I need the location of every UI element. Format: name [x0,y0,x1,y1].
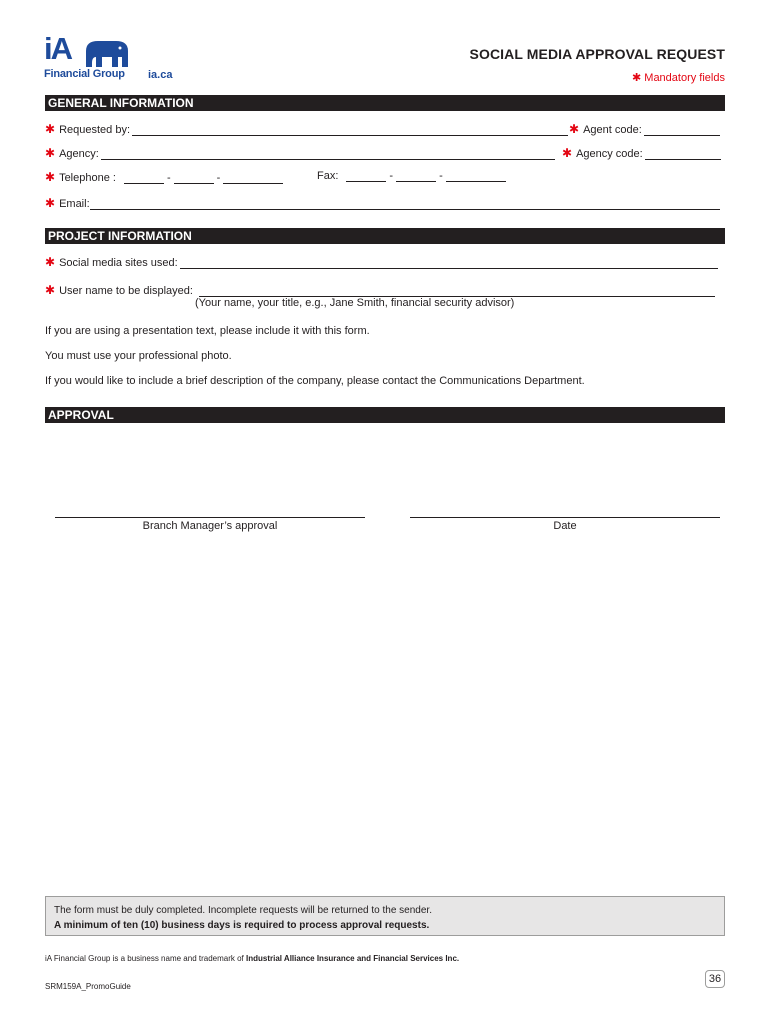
fax-prefix-line[interactable] [396,171,436,182]
social-sites-field[interactable] [45,255,718,269]
email-label: Email: [59,198,90,210]
instruction-note: If you are using a presentation text, please include it with this form. [45,325,370,337]
telephone-number-line[interactable] [223,173,283,184]
notice-line-bold: A minimum of ten (10) business days is required to process approval requests. [54,920,430,931]
agent-code-input-line[interactable] [644,125,720,136]
page-title: SOCIAL MEDIA APPROVAL REQUEST [469,46,725,62]
user-name-label: User name to be displayed: [59,285,193,297]
mandatory-note [632,71,725,84]
fax-field[interactable]: Fax: - - [317,170,506,182]
user-name-hint: (Your name, your title, e.g., Jane Smith, financial security advisor) [195,297,515,309]
agency-input-line[interactable] [101,149,555,160]
trademark-company: Industrial Alliance Insurance and Financial Services Inc. [246,954,460,963]
manager-signature-label: Branch Manager’s approval [142,520,278,532]
date-line[interactable] [410,517,720,518]
elephant-logo-icon [82,39,130,69]
required-star-icon: ✱ [45,170,56,184]
agency-code-field[interactable] [562,146,721,160]
social-sites-label: Social media sites used: [59,257,178,269]
user-name-input-line[interactable] [199,286,715,297]
notice-box [45,896,725,936]
telephone-area-code-line[interactable] [124,173,164,184]
telephone-prefix-line[interactable] [174,173,214,184]
logo-wordmark: iA [44,31,71,66]
trademark-text [45,954,459,963]
mandatory-label: Mandatory fields [644,72,725,84]
requested-by-input-line[interactable] [132,125,568,136]
required-star-icon: ✱ [45,283,56,297]
requested-by-field[interactable] [45,122,568,136]
agency-label: Agency: [59,148,99,160]
manager-signature-line[interactable] [55,517,365,518]
ia-logo [44,31,134,87]
instruction-note: You must use your professional photo. [45,350,232,362]
agent-code-field[interactable] [569,122,720,136]
required-star-icon: ✱ [562,146,573,160]
agency-code-label: Agency code: [576,148,643,160]
form-code: SRM159A_PromoGuide [45,982,131,991]
requested-by-label: Requested by: [59,124,130,136]
logo-subtext: Financial Group [44,68,125,80]
agent-code-label: Agent code: [583,124,642,136]
required-star-icon: ✱ [45,255,56,269]
email-input-line[interactable] [90,199,720,210]
page-number: 36 [705,970,725,988]
section-header-general: GENERAL INFORMATION [45,95,725,111]
required-star-icon: ✱ [569,122,580,136]
social-sites-input-line[interactable] [180,258,718,269]
required-star-icon: ✱ [632,72,642,84]
website-link[interactable]: ia.ca [148,69,173,81]
section-header-approval: APPROVAL [45,407,725,423]
fax-area-code-line[interactable] [346,171,386,182]
agency-field[interactable] [45,146,555,160]
notice-line: The form must be duly completed. Incomplete requests will be returned to the sender. [54,905,432,916]
email-field[interactable] [45,196,720,210]
required-star-icon: ✱ [45,122,56,136]
required-star-icon: ✱ [45,146,56,160]
trademark-prefix: iA Financial Group is a business name and trademark of [45,954,246,963]
fax-number-line[interactable] [446,171,506,182]
section-header-project: PROJECT INFORMATION [45,228,725,244]
agency-code-input-line[interactable] [645,149,721,160]
instruction-note: If you would like to include a brief description of the company, please contact the Communications Department. [45,375,585,387]
required-star-icon: ✱ [45,196,56,210]
fax-label: Fax: [317,170,339,182]
user-name-field[interactable] [45,283,715,297]
date-label: Date [553,520,577,532]
telephone-label: Telephone : [59,172,116,184]
telephone-field[interactable]: ✱ Telephone : - - [45,170,283,184]
